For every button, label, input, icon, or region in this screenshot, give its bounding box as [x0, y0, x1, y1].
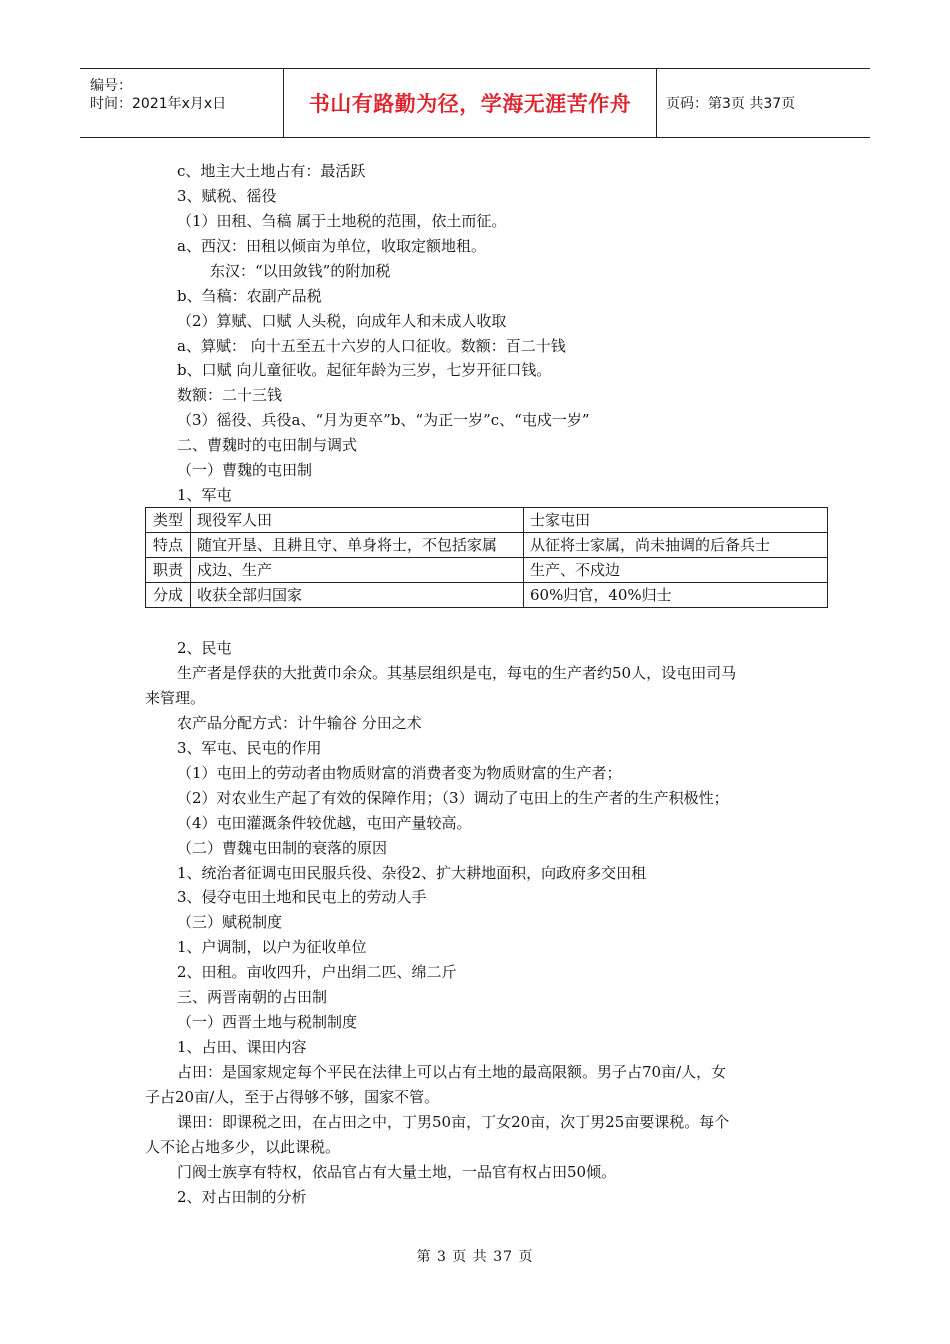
table-cell: 随宜开垦、且耕且守、单身将士，不包括家属: [191, 533, 524, 558]
text-line: b、口赋 向儿童征收。起征年龄为三岁，七岁开征口钱。: [177, 361, 552, 379]
section-heading: 三、两晋南朝的占田制: [177, 988, 328, 1006]
text-line: 2、民屯: [177, 639, 232, 657]
date-label: 时间：2021年x月x日: [90, 96, 227, 112]
text-line: 数额：二十三钱: [177, 386, 283, 404]
table-cell: 从征将士家属，尚未抽调的后备兵士: [524, 533, 828, 558]
header-meta-cell: [80, 69, 283, 137]
table-cell: 职责: [146, 558, 191, 583]
table-cell: 戍边、生产: [191, 558, 524, 583]
page-info: 页码：第3页 共37页: [666, 96, 796, 112]
text-line: 3、军屯、民屯的作用: [177, 739, 322, 757]
table-row: [146, 583, 828, 608]
text-line: a、西汉：田租以倾亩为单位，收取定额地租。: [177, 237, 486, 255]
text-line: 1、军屯: [177, 486, 232, 504]
text-line: （4）屯田灌溉条件较优越，屯田产量较高。: [177, 814, 472, 832]
text-line: 2、田租。亩收四升，户出绢二匹、绵二斤: [177, 963, 457, 981]
text-line: 来管理。: [145, 689, 206, 707]
subsection-heading: （三）赋税制度: [177, 913, 283, 931]
text-line: 门阀士族享有特权，依品官占有大量土地，一品官有权占田50倾。: [177, 1163, 617, 1181]
text-line: 1、户调制，以户为征收单位: [177, 938, 367, 956]
text-line: （3）徭役、兵役a、“月为更卒”b、“为正一岁”c、“屯戍一岁”: [177, 411, 590, 429]
text-line: b、刍稿：农副产品税: [177, 287, 322, 305]
military-tuntian-table: [145, 507, 828, 608]
text-line: 2、对占田制的分析: [177, 1188, 307, 1206]
text-line: 3、赋税、徭役: [177, 187, 277, 205]
subsection-heading: （二）曹魏屯田制的衰落的原因: [177, 839, 388, 857]
text-line: 农产品分配方式：计牛输谷 分田之术: [177, 714, 422, 732]
section-heading: 二、曹魏时的屯田制与调式: [177, 436, 358, 454]
text-line: 生产者是俘获的大批黄巾余众。其基层组织是屯，每屯的生产者约50人，设屯田司马: [177, 664, 737, 682]
text-line: 1、占田、课田内容: [177, 1038, 307, 1056]
document-header: [80, 68, 870, 138]
text-line: （1）田租、刍稿 属于土地税的范围，依土而征。: [177, 212, 507, 230]
table-cell: 特点: [146, 533, 191, 558]
text-line: 东汉：“以田敛钱”的附加税: [210, 262, 391, 280]
table-cell: 现役军人田: [191, 508, 524, 533]
text-line: （2）对农业生产起了有效的保障作用；（3）调动了屯田上的生产者的生产积极性；: [177, 789, 729, 807]
text-line: 3、侵夺屯田土地和民屯上的劳动人手: [177, 888, 427, 906]
text-line: 占田：是国家规定每个平民在法律上可以占有土地的最高限额。男子占70亩/人，女: [177, 1063, 727, 1081]
text-line: 1、统治者征调屯田民服兵役、杂役2、扩大耕地面积，向政府多交田租: [177, 864, 647, 882]
serial-number-label: 编号：: [90, 78, 132, 94]
text-line: （1）屯田上的劳动者由物质财富的消费者变为物质财富的生产者；: [177, 764, 622, 782]
text-line: 子占20亩/人，至于占得够不够，国家不管。: [145, 1088, 440, 1106]
text-line: a、算赋： 向十五至五十六岁的人口征收。数额：百二十钱: [177, 337, 566, 355]
header-motto-cell: [283, 69, 657, 137]
table-cell: 分成: [146, 583, 191, 608]
table-cell: 类型: [146, 508, 191, 533]
table-cell: 生产、不戍边: [524, 558, 828, 583]
motto-text: 书山有路勤为径，学海无涯苦作舟: [308, 92, 632, 116]
text-line: 人不论占地多少，以此课税。: [145, 1138, 341, 1156]
table-cell: 60%归官，40%归士: [524, 583, 828, 608]
text-line: c、地主大土地占有：最活跃: [177, 162, 366, 180]
subsection-heading: （一）曹魏的屯田制: [177, 461, 313, 479]
table-row: [146, 508, 828, 533]
table-cell: 收获全部归国家: [191, 583, 524, 608]
table-row: [146, 533, 828, 558]
subsection-heading: （一）西晋土地与税制制度: [177, 1013, 358, 1031]
page-footer: 第 3 页 共 37 页: [416, 1249, 534, 1265]
text-line: （2）算赋、口赋 人头税，向成年人和未成人收取: [177, 312, 507, 330]
text-line: 课田：即课税之田，在占田之中，丁男50亩，丁女20亩，次丁男25亩要课税。每个: [177, 1113, 730, 1131]
table-row: [146, 558, 828, 583]
table-cell: 士家屯田: [524, 508, 828, 533]
header-page-cell: [656, 69, 870, 137]
